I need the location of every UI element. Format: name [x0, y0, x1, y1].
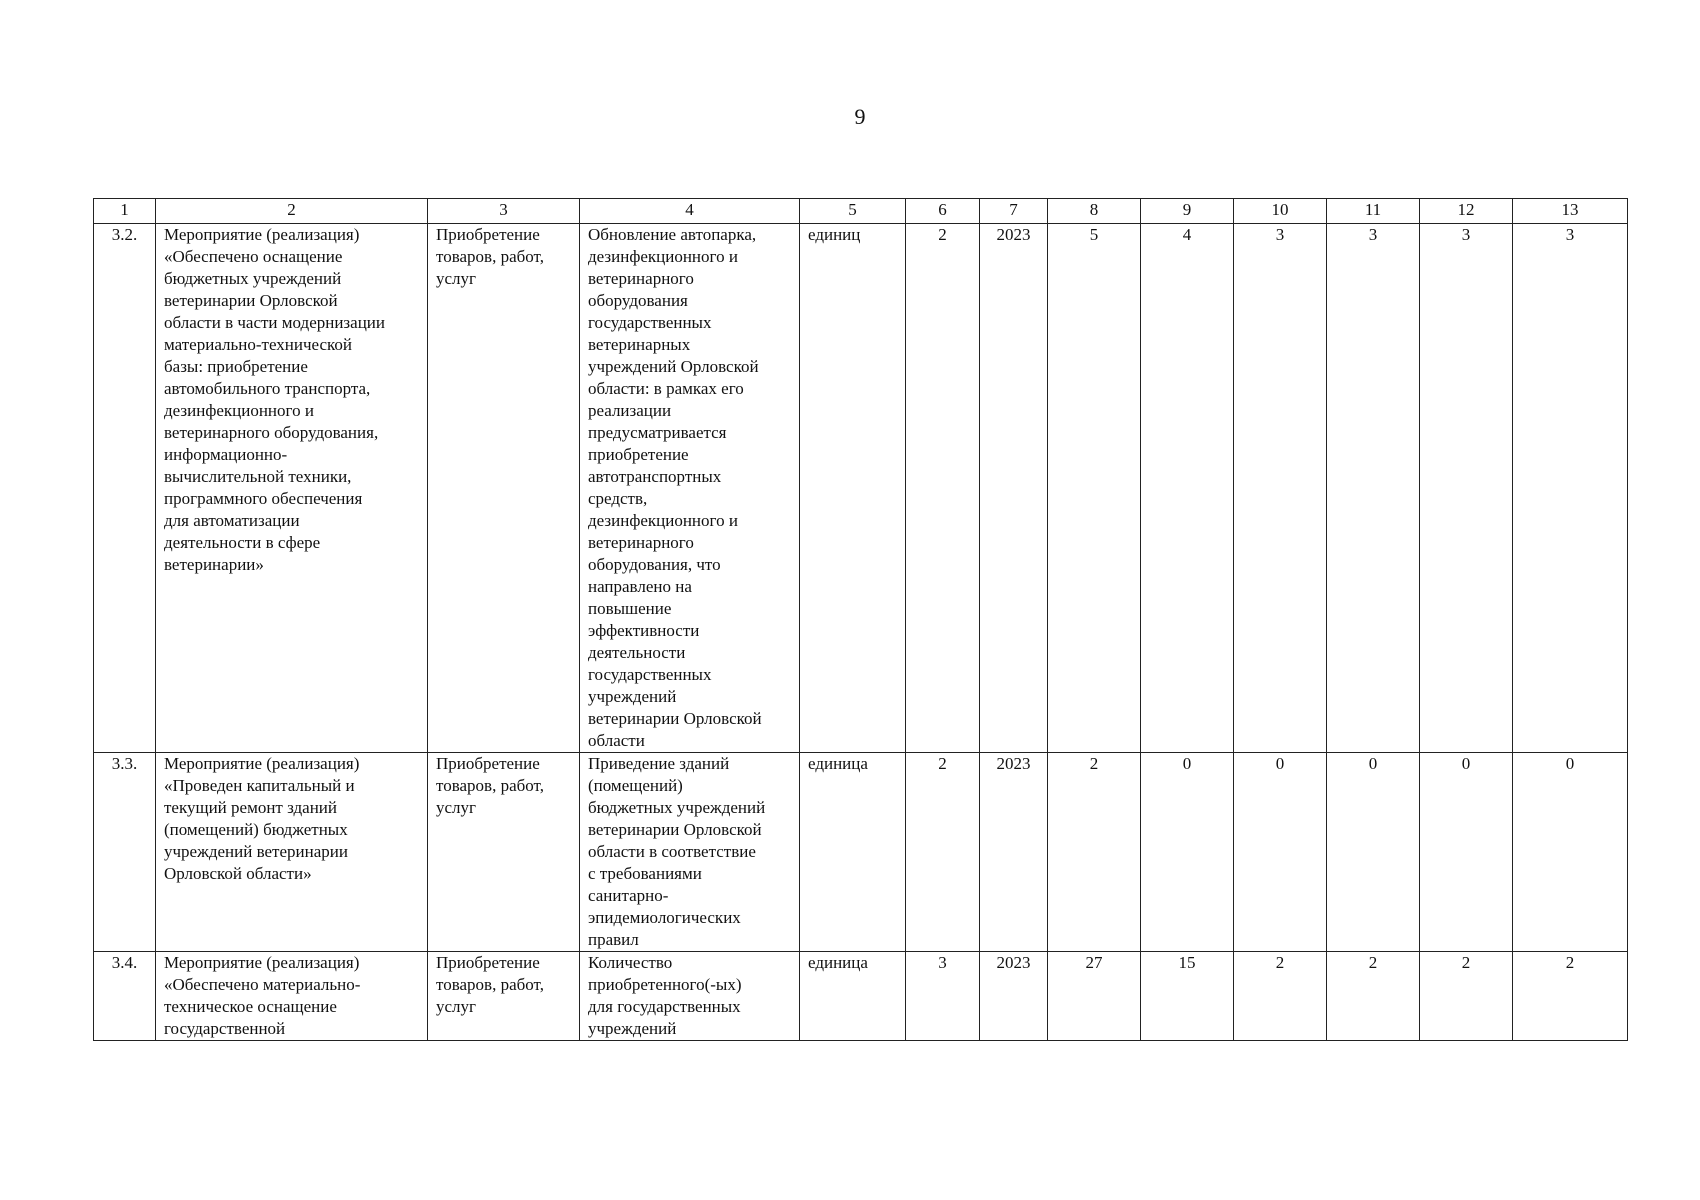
table-header-row [94, 199, 1628, 224]
value-cell: 2 [906, 753, 980, 952]
unit-cell: единиц [800, 224, 906, 753]
column-header: 8 [1048, 199, 1141, 224]
value-cell: 15 [1141, 952, 1234, 1041]
event-cell: Мероприятие (реализация) «Проведен капитальный и текущий ремонт зданий (помещений) бюджетных учреждений ветеринарии Орловской области» [156, 753, 428, 952]
year-cell: 2023 [980, 224, 1048, 753]
value-cell: 3 [906, 952, 980, 1041]
column-header: 7 [980, 199, 1048, 224]
page-number: 9 [854, 104, 866, 129]
column-header: 12 [1420, 199, 1513, 224]
value-cell: 27 [1048, 952, 1141, 1041]
column-header: 9 [1141, 199, 1234, 224]
column-header: 6 [906, 199, 980, 224]
value-cell: 0 [1141, 753, 1234, 952]
unit-cell: единица [800, 753, 906, 952]
year-cell: 2023 [980, 753, 1048, 952]
value-cell: 0 [1513, 753, 1628, 952]
year-cell: 2023 [980, 952, 1048, 1041]
column-header: 13 [1513, 199, 1628, 224]
value-cell: 2 [1048, 753, 1141, 952]
value-cell: 0 [1327, 753, 1420, 952]
event-cell: Мероприятие (реализация) «Обеспечено оснащение бюджетных учреждений ветеринарии Орловской области в части модернизации материально-технической базы: приобретение автомобильного транспорта, дезинфекционного и ветеринарного оборудования, информационно- вычислительной техники, программного обеспечения для автоматизации деятельности в сфере ветеринарии» [156, 224, 428, 753]
value-cell: 3 [1234, 224, 1327, 753]
column-header: 1 [94, 199, 156, 224]
value-cell: 2 [1234, 952, 1327, 1041]
description-cell: Количество приобретенного(-ых) для государственных учреждений [580, 952, 800, 1041]
value-cell: 0 [1420, 753, 1513, 952]
value-cell: 0 [1234, 753, 1327, 952]
description-cell: Обновление автопарка, дезинфекционного и ветеринарного оборудования государственных ветеринарных учреждений Орловской области: в рамках его реализации предусматривается приобретение автотранспортных средств, дезинфекционного и ветеринарного оборудования, что направлено на повышение эффективности деятельности государственных учреждений ветеринарии Орловской области [580, 224, 800, 753]
description-cell: Приведение зданий (помещений) бюджетных учреждений ветеринарии Орловской области в соответствие с требованиями санитарно- эпидемиологических правил [580, 753, 800, 952]
column-header: 11 [1327, 199, 1420, 224]
value-cell: 3 [1420, 224, 1513, 753]
row-number-cell: 3.3. [94, 753, 156, 952]
unit-cell: единица [800, 952, 906, 1041]
table-row [94, 753, 1628, 952]
table-row [94, 952, 1628, 1041]
value-cell: 4 [1141, 224, 1234, 753]
value-cell: 3 [1327, 224, 1420, 753]
value-cell: 2 [1420, 952, 1513, 1041]
column-header: 5 [800, 199, 906, 224]
value-cell: 5 [1048, 224, 1141, 753]
value-cell: 2 [906, 224, 980, 753]
type-cell: Приобретение товаров, работ, услуг [428, 952, 580, 1041]
type-cell: Приобретение товаров, работ, услуг [428, 753, 580, 952]
row-number-cell: 3.2. [94, 224, 156, 753]
value-cell: 3 [1513, 224, 1628, 753]
event-cell: Мероприятие (реализация) «Обеспечено материально- техническое оснащение государственной [156, 952, 428, 1041]
row-number-cell: 3.4. [94, 952, 156, 1041]
document-table [93, 198, 1628, 1041]
column-header: 10 [1234, 199, 1327, 224]
table-row [94, 224, 1628, 753]
type-cell: Приобретение товаров, работ, услуг [428, 224, 580, 753]
value-cell: 2 [1327, 952, 1420, 1041]
column-header: 2 [156, 199, 428, 224]
value-cell: 2 [1513, 952, 1628, 1041]
column-header: 3 [428, 199, 580, 224]
column-header: 4 [580, 199, 800, 224]
